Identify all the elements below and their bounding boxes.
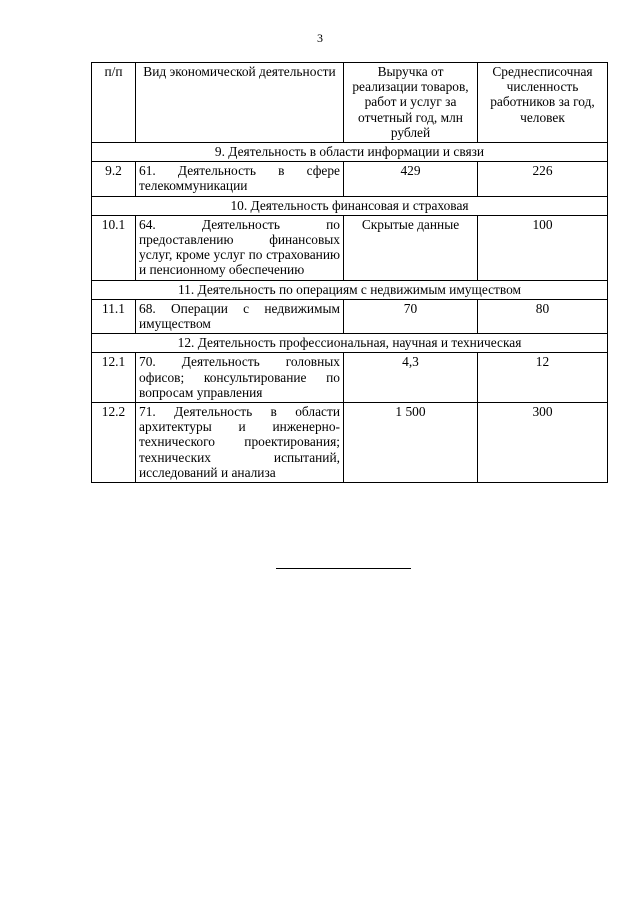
row-number: 11.1 [92,299,136,333]
row-employees: 100 [478,215,608,280]
economic-activity-table [91,62,608,483]
row-revenue: 1 500 [344,403,478,483]
table-row [92,215,608,280]
row-number: 10.1 [92,215,136,280]
section-row [92,280,608,299]
table-header-row [92,63,608,143]
row-employees: 300 [478,403,608,483]
row-activity: 61. Деятельность в сфере телекоммуникации [136,162,344,196]
row-activity: 71. Деятельность в области архитектуры и инженерно-технического проектирования; технических испытаний, исследований и анализа [136,403,344,483]
section-title: 11. Деятельность по операциям с недвижимым имуществом [92,280,608,299]
header-employees: Среднесписочная численность работников за год, человек [478,63,608,143]
section-title: 12. Деятельность профессиональная, научная и техническая [92,334,608,353]
row-number: 12.2 [92,403,136,483]
row-number: 9.2 [92,162,136,196]
table-row [92,353,608,403]
row-activity: 70. Деятельность головных офисов; консультирование по вопросам управления [136,353,344,403]
row-employees: 80 [478,299,608,333]
row-employees: 226 [478,162,608,196]
table-row [92,299,608,333]
page-number: 3 [317,31,323,45]
end-separator-line [276,568,411,569]
row-revenue: 70 [344,299,478,333]
header-activity: Вид экономической деятельности [136,63,344,143]
section-row [92,196,608,215]
section-row [92,143,608,162]
row-activity: 64. Деятельность по предоставлению финансовых услуг, кроме услуг по страхованию и пенсионному обеспечению [136,215,344,280]
section-title: 10. Деятельность финансовая и страховая [92,196,608,215]
row-activity: 68. Операции с недвижимым имуществом [136,299,344,333]
row-number: 12.1 [92,353,136,403]
row-revenue: Скрытые данные [344,215,478,280]
row-revenue: 429 [344,162,478,196]
table-row [92,403,608,483]
table-row [92,162,608,196]
section-title: 9. Деятельность в области информации и связи [92,143,608,162]
row-employees: 12 [478,353,608,403]
row-revenue: 4,3 [344,353,478,403]
header-number: п/п [92,63,136,143]
section-row [92,334,608,353]
header-revenue: Выручка от реализации товаров, работ и услуг за отчетный год, млн рублей [344,63,478,143]
